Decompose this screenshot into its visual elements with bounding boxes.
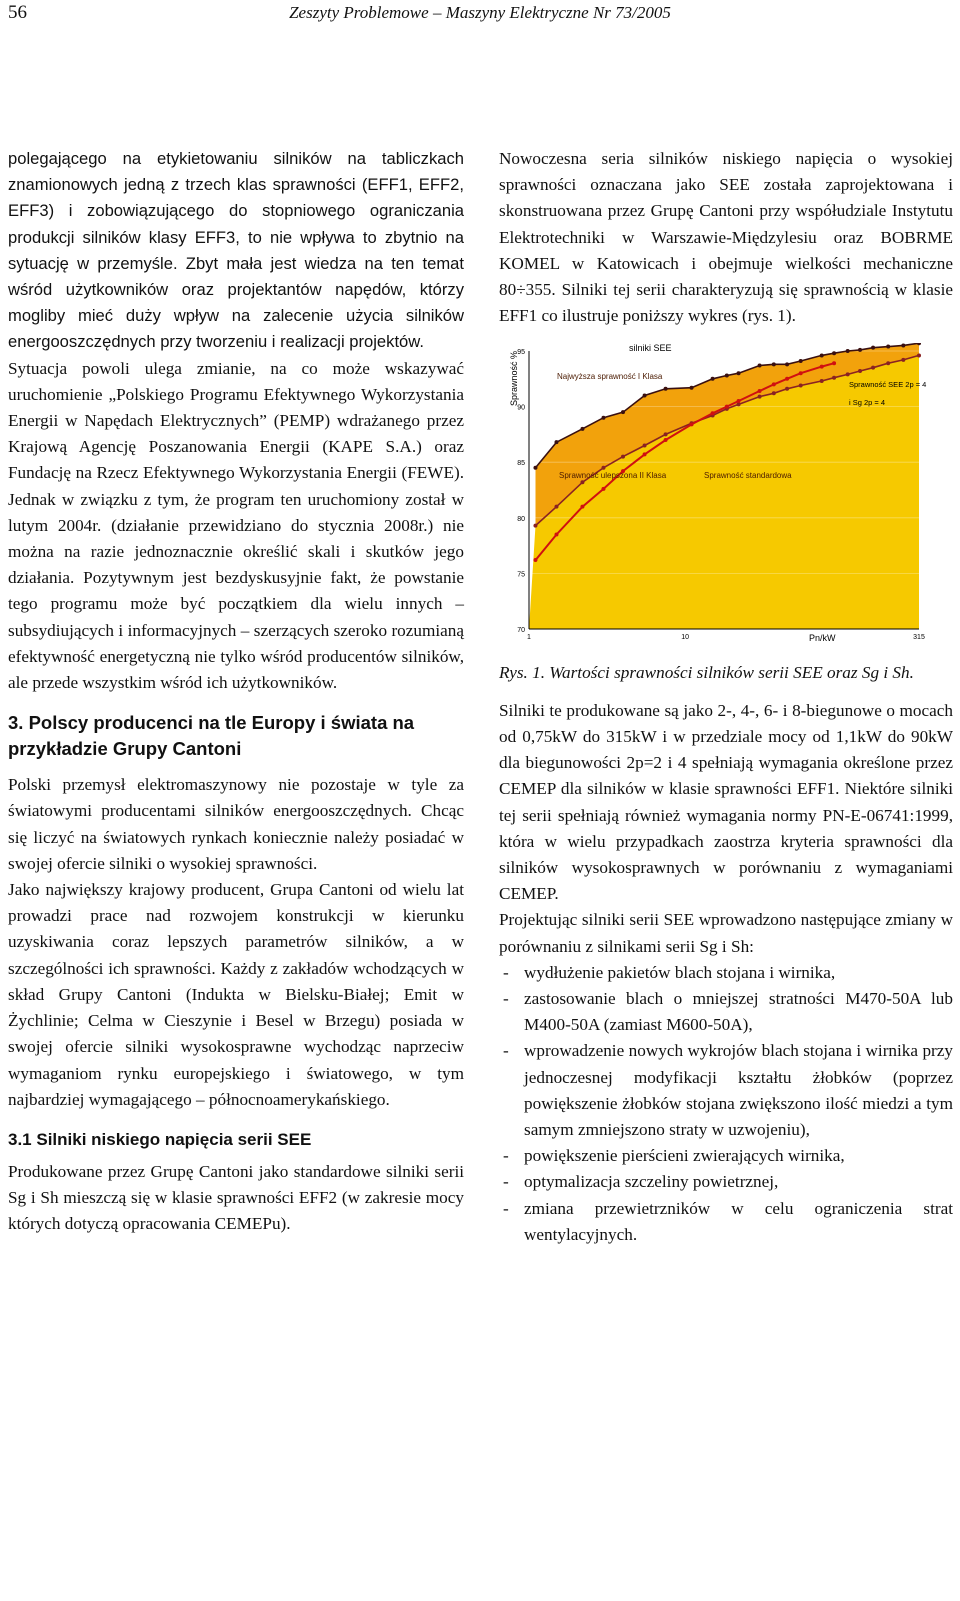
- y-tick-label: 95: [517, 349, 525, 357]
- left-column: [8, 146, 464, 1238]
- paragraph: Sytuacja powoli ulega zmianie, na co może wskazywać uruchomienie „Polskiego Programu Efektywnego Wykorzystania Energii w Napędach Elektrycznych” (PEMP) wdrażanego przez Krajową Agencję Poszanowania Energii (KAPE S.A.) oraz Fundację na Rzecz Efektywnego Wykorzystania Energii (FEWE). Jednak w związku z tym, że program ten uruchomiony został w lutym 2004r. (działanie przewidziano do stycznia 2008r.) nie można na razie jednoznacznie określić skali i skutków jego działania. Pozytywnym jest bezdyskusyjnie fakt, że powstanie tego programu może być początkiem dla wielu innych – subsydiujących i informacyjnych – szerzących szeroko rozumianą efektywność energetyczną nie tylko wśród producentów silników, ale przede wszystkim wśród ich użytkowników.: [8, 358, 464, 693]
- data-point: [621, 455, 625, 459]
- data-point: [772, 383, 776, 387]
- data-point: [799, 372, 803, 376]
- section-heading: 3. Polscy producenci na tle Europy i świata na przykładzie Grupy Cantoni: [8, 712, 415, 760]
- data-point: [820, 354, 824, 358]
- data-point: [772, 363, 776, 367]
- data-point: [533, 524, 537, 528]
- data-point: [832, 352, 836, 356]
- data-point: [758, 395, 762, 399]
- data-point: [737, 399, 741, 403]
- list-item: - wydłużenie pakietów blach stojana i wirnika,: [499, 960, 953, 986]
- data-point: [799, 384, 803, 388]
- journal-title: Zeszyty Problemowe – Maszyny Elektryczne Nr 73/2005: [289, 3, 671, 22]
- data-point: [711, 377, 715, 381]
- data-point: [917, 354, 921, 358]
- region-label-highest: Najwyższa sprawność I Klasa: [557, 372, 663, 382]
- data-point: [901, 358, 905, 362]
- list-item: - zmiana przewietrzników w celu ograniczenia strat wentylacyjnych.: [499, 1196, 953, 1248]
- data-point: [886, 362, 890, 366]
- data-point: [554, 533, 558, 537]
- y-tick-label: 85: [517, 460, 525, 468]
- page-header: [0, 0, 960, 30]
- right-column: [499, 146, 953, 1248]
- data-point: [580, 427, 584, 431]
- paragraph: Polski przemysł elektromaszynowy nie pozostaje w tyle za światowymi producentami silników energooszczędnych. Chcąc się liczyć na światowych rynkach koniecznie należy posiadać w swojej ofercie silniki o wysokiej sprawności.: [8, 775, 464, 873]
- paragraph: Projektując silniki serii SEE wprowadzono następujące zmiany w porównaniu z silnikami serii Sg i Sh:: [499, 910, 953, 956]
- paragraph: polegającego na etykietowaniu silników na tabliczkach znamionowych jedną z trzech klas sprawności (EFF1, EFF2, EFF3) i zobowiązującego do stopniowego ograniczania produkcji silników klasy EFF3, to nie wpływa to zbytnio na sytuację w przemyśle. Zbyt mała jest wiedza na ten temat wśród użytkowników oraz projektantów napędów, którzy mogliby mieć duży wpływ na zalecenie użycia silników energooszczędnych przy tworzeniu i realizacji projektów.: [8, 149, 464, 352]
- y-tick-label: 70: [517, 627, 525, 635]
- paragraph: Jako największy krajowy producent, Grupa Cantoni od wielu lat prowadzi prace nad rozwojem konstrukcji w kierunku uzyskiwania coraz lepszych parametrów silników, a w szczególności ich sprawności. Każdy z zakładów wchodzących w skład Grupy Cantoni (Indukta w Bielsku-Białej; Emit w Żychlinie; Celma w Cieszynie i Besel w Brzegu) posiada w swojej ofercie silniki wysokosprawne wychodząc naprzeciw wymaganiom rynku europejskiego i światowego, w tym najbardziej wymagającego – północnoamerykańskiego.: [8, 880, 464, 1109]
- data-point: [690, 423, 694, 427]
- data-point: [643, 444, 647, 448]
- data-point: [858, 369, 862, 373]
- x-tick-label: 1: [527, 634, 531, 642]
- efficiency-chart: [499, 343, 945, 643]
- y-tick-label: 90: [517, 405, 525, 413]
- change-list: [499, 960, 953, 1248]
- data-point: [785, 363, 789, 367]
- subsection-heading: 3.1 Silniki niskiego napięcia serii SEE: [8, 1129, 312, 1149]
- data-point: [901, 344, 905, 348]
- legend-line2: i Sg 2p = 4: [849, 398, 886, 408]
- data-point: [580, 505, 584, 509]
- list-item: - optymalizacja szczeliny powietrznej,: [499, 1169, 953, 1195]
- paragraph: Silniki te produkowane są jako 2-, 4-, 6- i 8-biegunowe o mocach od 0,75kW do 315kW i w przedziale mocy od 1,1kW do 90kW dla biegunowości 2p=2 i 4 spełniają wymagania określone przez CEMEP dla silników w klasie sprawności EFF1. Niektóre silniki tej serii spełniają również wymagania normy PN-E-06741:1999, która w wielu przypadkach zaostrza kryteria sprawności dla silników wysokosprawnych w porównaniu z wymaganiami CEMEP.: [499, 700, 953, 904]
- data-point: [725, 374, 729, 378]
- data-point: [643, 453, 647, 457]
- data-point: [580, 481, 584, 485]
- data-point: [871, 346, 875, 350]
- y-tick-label: 75: [517, 571, 525, 579]
- data-point: [664, 438, 668, 442]
- data-point: [643, 394, 647, 398]
- y-tick-label: 80: [517, 516, 525, 524]
- data-point: [886, 345, 890, 349]
- data-point: [772, 392, 776, 396]
- data-point: [858, 348, 862, 352]
- data-point: [799, 359, 803, 363]
- data-point: [533, 466, 537, 470]
- x-tick-label: 10: [681, 634, 690, 642]
- region-label-standard: Sprawność standardowa: [704, 471, 792, 481]
- data-point: [832, 376, 836, 380]
- legend-line1: Sprawność SEE 2p = 4: [849, 380, 927, 390]
- data-point: [871, 366, 875, 370]
- data-point: [737, 372, 741, 376]
- data-point: [621, 411, 625, 415]
- data-point: [758, 389, 762, 393]
- data-point: [554, 505, 558, 509]
- data-point: [601, 416, 605, 420]
- data-point: [690, 386, 694, 390]
- figure-caption: Rys. 1. Wartości sprawności silników serii SEE oraz Sg i Sh.: [499, 662, 914, 682]
- paragraph: Nowoczesna seria silników niskiego napięcia o wysokiej sprawności oznaczana jako SEE została zaprojektowana i skonstruowana przez Grupę Cantoni przy współudziale Instytutu Elektrotechniki w Warszawie-Międzylesiu oraz BOBRME KOMEL w Katowicach i obejmuje wielkości mechaniczne 80÷355. Silniki tej serii charakteryzują się sprawnością w klasie EFF1 co ilustruje poniższy wykres (rys. 1).: [499, 149, 953, 326]
- data-point: [846, 373, 850, 377]
- x-axis-label: Pn/kW: [809, 633, 836, 644]
- y-axis-label: Sprawność %: [509, 351, 519, 407]
- list-item: - wprowadzenie nowych wykrojów blach stojana i wirnika przy jednoczesnej modyfikacji kształtu żłobków (poprzez powiększenie żłobków stojana zwiększono ilość miedzi a tym samym zmniejszono straty w uzwojeniu),: [499, 1038, 953, 1143]
- data-point: [832, 362, 836, 366]
- list-item: - zastosowanie blach o mniejszej stratności M470-50A lub M400-50A (zamiast M600-50A),: [499, 986, 953, 1038]
- data-point: [725, 405, 729, 409]
- data-point: [820, 365, 824, 369]
- data-point: [758, 364, 762, 368]
- data-point: [533, 558, 537, 562]
- series-label-top: silniki SEE: [629, 343, 672, 354]
- data-point: [785, 377, 789, 381]
- data-point: [846, 349, 850, 353]
- data-point: [601, 487, 605, 491]
- data-point: [820, 379, 824, 383]
- region-label-improved: Sprawność ulepszona II Klasa: [559, 471, 667, 481]
- data-point: [664, 433, 668, 437]
- paragraph: Produkowane przez Grupę Cantoni jako standardowe silniki serii Sg i Sh mieszczą się w klasie sprawności EFF2 (w zakresie mocy których dotyczą opracowania CEMEPu).: [8, 1161, 464, 1234]
- data-point: [554, 441, 558, 445]
- data-point: [785, 387, 789, 391]
- x-tick-label: 315: [913, 634, 925, 642]
- page-number: 56: [8, 2, 27, 23]
- list-item: - powiększenie pierścieni zwierających wirnika,: [499, 1143, 953, 1169]
- data-point: [601, 466, 605, 470]
- data-point: [711, 412, 715, 416]
- data-point: [664, 387, 668, 391]
